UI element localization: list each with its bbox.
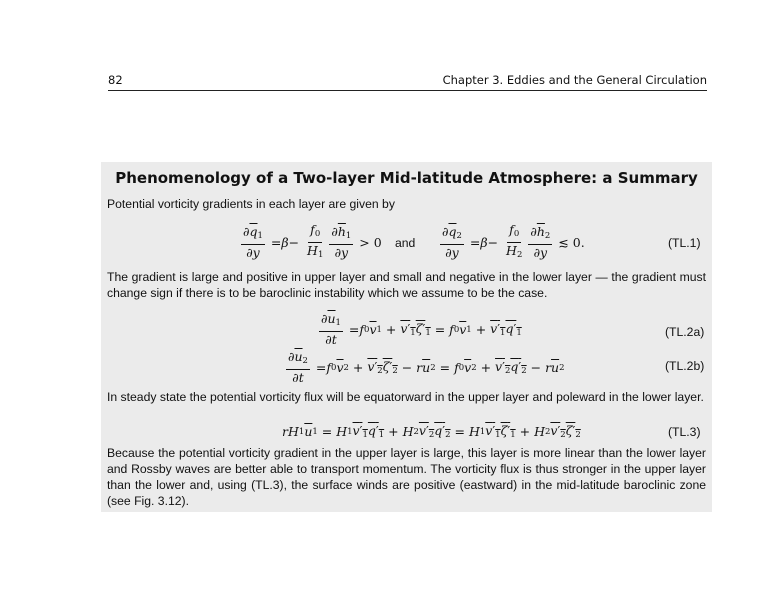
equation-tl1: $\frac{\partial\overline{q}_1}{\partial y}$ = β − $\frac{f_0}{H_1}$ $\frac{\partial\overline{h}_1}{\partial y}$ > 0 [243, 222, 382, 260]
paragraph-conclusion: Because the potential vorticity gradient in the upper layer is large, this layer is more linear than the lower layer and Rossby waves are better able to transport momentum. The vorticity flux is thus stronger in the upper layer than the lower and, using (TL.3), the surface winds are positive (eastward) in the mid-latitude baroclinic zone (see Fig. 3.12). [107, 446, 706, 508]
equation-label-tl1: (TL.1) [668, 236, 701, 250]
page-number: 82 [108, 73, 123, 87]
equation-label-tl2a: (TL.2a) [665, 325, 705, 339]
equation-tl2b: $\frac{\partial\overline{u}_2}{\partial t}$ = f 0 $\overline{v}$ 2 + $v'_2\zeta'_2$ − r $\overline{u}$ 2 = f 0 $\overline{v}$ 2 + $v'_2q'_2$ − r $\overline{u}$ 2 [288, 349, 565, 385]
equation-tl2a: $\frac{\partial\overline{u}_1}{\partial t}$ = f 0 $\overline{v}$ 1 + $v'_1\zeta'_1$ = f 0 $\overline{v}$ 1 + $v'_1q'_1$ [321, 311, 522, 347]
paragraph-steady-state: In steady state the potential vorticity flux will be equatorward in the upper layer and poleward in the lower layer. [107, 390, 704, 404]
summary-box [101, 162, 712, 512]
equation-label-tl2b: (TL.2b) [665, 359, 705, 373]
paragraph-intro: Potential vorticity gradients in each layer are given by [107, 197, 395, 211]
box-title: Phenomenology of a Two-layer Mid-latitude Atmosphere: a Summary [115, 169, 698, 187]
running-header [108, 74, 707, 91]
equation-label-tl3: (TL.3) [668, 425, 701, 439]
equation-tl3: r H 1 $\overline{u}$ 1 = H 1 $v'_1q'_1$ + H 2 $v'_2q'_2$ = H 1 $v'_1\zeta'_1$ + H 2 $v'_2\zeta'_2$ [282, 423, 581, 440]
equation-tl1-second: $\frac{\partial\overline{q}_2}{\partial y}$ = β − $\frac{f_0}{H_2}$ $\frac{\partial\overline{h}_2}{\partial y}$ ≲ 0. [442, 222, 585, 260]
equation-connector: and [395, 236, 416, 250]
paragraph-gradient: The gradient is large and positive in upper layer and small and negative in the lower layer — the gradient must change sign if there is to be baroclinic instability which we assume to be the case. [107, 270, 706, 300]
chapter-title: Chapter 3. Eddies and the General Circulation [442, 73, 707, 87]
